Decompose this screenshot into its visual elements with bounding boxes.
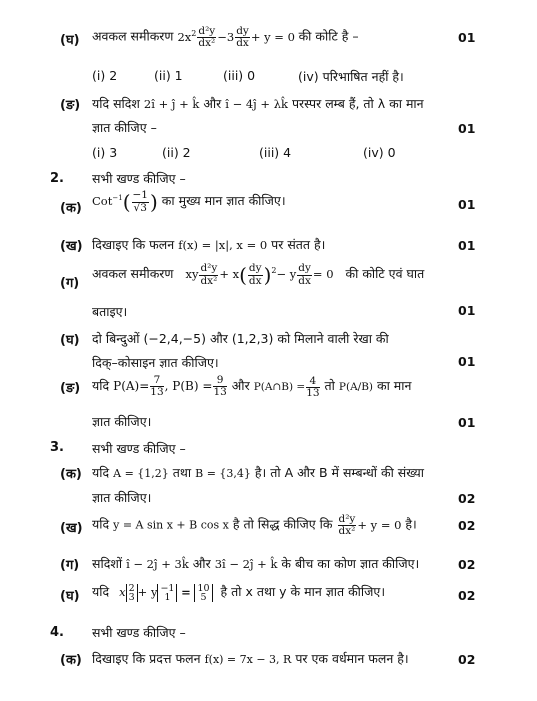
q4-ka-expr: f(x) = 7x − 3, R bbox=[204, 653, 292, 666]
q3-ka-tatha: तथा bbox=[172, 465, 192, 480]
marks: 02 bbox=[458, 557, 476, 572]
q3-gha-matrix1 bbox=[126, 584, 138, 602]
q3-kha-expr: y = A sin x + B cos x bbox=[113, 518, 229, 532]
q2-nga-pab-num: 4 bbox=[306, 376, 319, 388]
marks: 02 bbox=[458, 652, 476, 667]
q3-gha-label: (घ) bbox=[60, 589, 80, 604]
q2-ga-e1: xy bbox=[185, 267, 199, 281]
q2-ka-cot: Cot bbox=[92, 194, 113, 208]
q1-gha-frac1-num: d²y bbox=[198, 25, 216, 37]
marks: 01 bbox=[458, 238, 476, 253]
q2-gha-line1: दो बिन्दुओं (−2,4,−5) और (1,2,3) को मिलाने वाली रेखा की bbox=[92, 331, 389, 346]
q4-ka-text-b: पर एक वर्धमान फलन है। bbox=[295, 651, 409, 666]
q1-gha-term3: + y = 0 bbox=[250, 29, 295, 44]
q1-nga-option-3: (iii) 4 bbox=[259, 145, 292, 160]
q2-ga-e4: = 0 bbox=[312, 267, 334, 281]
q2-ka-frac-num: −1 bbox=[132, 189, 148, 202]
q3-gha-m2-top: −1 bbox=[160, 582, 175, 594]
q3-number: 3. bbox=[50, 440, 64, 455]
q2-ga-line2: बताइए। bbox=[92, 304, 128, 319]
q3-ka-set-b: B = {3,4} bbox=[195, 467, 251, 480]
q2-ga-e3: − y bbox=[276, 267, 297, 281]
open-paren: ( bbox=[122, 190, 131, 214]
q2-ka-question bbox=[92, 190, 286, 214]
q3-gha-yadi: यदि bbox=[92, 584, 110, 599]
q1-nga-vector2: î − 4ĵ + λk̂ bbox=[225, 97, 288, 111]
q2-ga-text-a: अवकल समीकरण bbox=[92, 266, 174, 281]
q2-nga-label: (ङ) bbox=[60, 381, 81, 396]
q3-gha-question bbox=[92, 583, 385, 602]
q2-nga-pb-num: 9 bbox=[213, 375, 226, 387]
q2-nga-pa: P(A)= bbox=[113, 379, 150, 394]
q1-gha-term1: 2x bbox=[177, 29, 192, 44]
q4-ka-question bbox=[92, 650, 409, 667]
q3-gha-m1-top: 2 bbox=[128, 582, 135, 594]
q3-ga-text-b: के बीच का कोण ज्ञात कीजिए। bbox=[281, 556, 420, 571]
q3-ga-text-a: सदिशों bbox=[92, 556, 123, 571]
q2-gha-line2: दिक्–कोसाइन ज्ञात कीजिए। bbox=[92, 355, 219, 370]
q3-kha-question bbox=[92, 514, 417, 537]
q1-gha-frac2 bbox=[235, 26, 250, 49]
q2-nga-pcond: P(A/B) bbox=[338, 381, 374, 394]
q2-number: 2. bbox=[50, 171, 64, 186]
q3-gha-matrix3 bbox=[194, 584, 212, 602]
q1-nga-option-4: (iv) 0 bbox=[363, 145, 396, 160]
q2-ga-f2-num: dy bbox=[248, 262, 262, 275]
q3-ga-label: (ग) bbox=[60, 558, 80, 573]
q2-nga-line2: ज्ञात कीजिए। bbox=[92, 414, 152, 429]
q3-kha-tail-expr: + y = 0 bbox=[357, 517, 402, 532]
q1-gha-option-3: (iii) 0 bbox=[223, 68, 256, 83]
q3-ka-question bbox=[92, 464, 424, 481]
q3-gha-eq: = bbox=[181, 585, 191, 599]
q2-ga-label: (ग) bbox=[60, 276, 80, 291]
marks: 02 bbox=[458, 518, 476, 533]
q2-gha-label: (घ) bbox=[60, 333, 80, 348]
q1-gha-text-post: की कोटि है – bbox=[298, 28, 359, 44]
q2-ka-frac-den: √3 bbox=[133, 201, 147, 214]
q2-kha-question bbox=[92, 236, 325, 253]
q3-gha-m2-bottom: 1 bbox=[164, 592, 171, 603]
q3-ka-line1b: है। तो A और B में सम्बन्धों की संख्या bbox=[254, 465, 425, 480]
q1-gha-math bbox=[177, 25, 298, 50]
q3-ga-vector1: î − 2ĵ + 3k̂ bbox=[126, 557, 189, 571]
q3-gha-text: है तो x तथा y के मान ज्ञात कीजिए। bbox=[220, 584, 386, 599]
q3-heading: सभी खण्ड कीजिए – bbox=[92, 441, 186, 456]
q3-ga-vector2: 3î − 2ĵ + k̂ bbox=[214, 557, 278, 571]
q1-gha-option-2: (ii) 1 bbox=[154, 68, 183, 83]
q2-ga-f3-den: dx bbox=[298, 274, 311, 287]
q2-nga-question bbox=[92, 375, 411, 399]
q3-ka-line2: ज्ञात कीजिए। bbox=[92, 490, 152, 505]
q3-gha-matrix2 bbox=[157, 584, 177, 602]
q3-kha-mid: है तो सिद्ध कीजिए कि bbox=[232, 516, 333, 532]
q2-nga-pb-den: 13 bbox=[213, 386, 227, 399]
q2-nga-aur: और bbox=[231, 378, 250, 394]
q2-kha-text-b: पर संतत है। bbox=[271, 237, 326, 252]
q2-ga-text-b: की कोटि एवं घात bbox=[345, 266, 425, 281]
marks: 01 bbox=[458, 354, 476, 369]
q1-gha-frac1 bbox=[197, 26, 216, 49]
q2-ga-f3-num: dy bbox=[298, 262, 311, 275]
q1-nga-text-c: परस्पर लम्ब हैं, तो λ का मान bbox=[291, 96, 424, 111]
q3-ga-aur: और bbox=[192, 556, 211, 571]
q1-nga-vector1: 2î + ĵ + k̂ bbox=[143, 97, 200, 111]
q3-kha-tail: है। bbox=[405, 516, 417, 532]
q1-gha-label: (घ) bbox=[60, 33, 80, 48]
q1-gha-term1-sup: 2 bbox=[191, 28, 197, 38]
q1-gha-option-1: (i) 2 bbox=[92, 68, 118, 83]
q2-ga-square: 2 bbox=[271, 266, 277, 276]
q3-ka-label: (क) bbox=[60, 467, 82, 482]
q2-kha-label: (ख) bbox=[60, 239, 83, 254]
q2-ga-question: अवकल समीकरण xy $\frac{\text{d²y}}{\text{dx²}}$ + x( $\frac{dy}{dx}$ )$^2$− y $\frac{dy}{dx}$ = 0 की कोटि एवं घात bbox=[92, 262, 425, 287]
q1-nga-option-1: (i) 3 bbox=[92, 145, 118, 160]
q2-ka-text: का मुख्य मान ज्ञात कीजिए। bbox=[161, 193, 286, 208]
q1-nga-text-b: और bbox=[203, 96, 222, 111]
q2-nga-pab: P(A∩B) = bbox=[253, 381, 306, 394]
q2-kha-expr: f(x) = |x|, x = 0 bbox=[178, 238, 268, 252]
q2-nga-pa-num: 7 bbox=[150, 375, 163, 387]
q1-gha-frac2-den: dx bbox=[236, 37, 249, 50]
q1-nga-label: (ङ) bbox=[60, 98, 81, 113]
q2-nga-yadi: यदि bbox=[92, 378, 110, 394]
q3-ga-question bbox=[92, 555, 419, 572]
q1-nga-question bbox=[92, 95, 424, 112]
q1-gha-question bbox=[92, 26, 359, 49]
q2-heading: सभी खण्ड कीजिए – bbox=[92, 171, 186, 186]
q4-heading: सभी खण्ड कीजिए – bbox=[92, 625, 186, 640]
q1-nga-text-a: यदि सदिश bbox=[92, 96, 140, 111]
q3-kha-frac-den: dx² bbox=[338, 525, 356, 538]
marks: 01 bbox=[458, 303, 476, 318]
marks: 01 bbox=[458, 121, 476, 136]
q3-ka-set-a: A = {1,2} bbox=[113, 467, 169, 480]
q1-gha-frac1-den: dx² bbox=[198, 37, 216, 50]
q1-gha-option-4: (iv) परिभाषित नहीं है। bbox=[298, 69, 404, 84]
q2-kha-text-a: दिखाइए कि फलन bbox=[92, 237, 175, 252]
marks: 02 bbox=[458, 491, 476, 506]
q3-kha-frac-num: d²y bbox=[338, 513, 356, 525]
q2-nga-pa-den: 13 bbox=[150, 386, 164, 399]
q1-nga-option-2: (ii) 2 bbox=[162, 145, 191, 160]
q3-ka-yadi: यदि bbox=[92, 465, 110, 480]
marks: 01 bbox=[458, 415, 476, 430]
q2-ka-cot-sup: −1 bbox=[112, 194, 123, 203]
q2-ka-frac bbox=[132, 190, 149, 213]
q1-gha-text-pre: अवकल समीकरण bbox=[92, 28, 174, 44]
q1-gha-frac2-num: dy bbox=[236, 25, 249, 37]
q2-ga-e2: + x bbox=[219, 267, 240, 281]
q4-ka-text-a: दिखाइए कि प्रदत्त फलन bbox=[92, 651, 201, 666]
close-paren: ) bbox=[149, 190, 158, 214]
q2-ga-f2-den: dx bbox=[248, 274, 262, 287]
q1-nga-line2: ज्ञात कीजिए – bbox=[92, 120, 157, 135]
marks: 02 bbox=[458, 588, 476, 603]
marks: 01 bbox=[458, 197, 476, 212]
marks: 01 bbox=[458, 30, 476, 45]
q3-gha-plus: + y bbox=[137, 585, 158, 599]
q3-gha-m1-bottom: 3 bbox=[128, 592, 135, 603]
q2-ka-label: (क) bbox=[60, 201, 82, 216]
q3-gha-m3-top: 10 bbox=[197, 582, 210, 594]
q3-kha-label: (ख) bbox=[60, 521, 83, 536]
q2-ga-f1-den: dx² bbox=[200, 274, 218, 287]
q2-ga-f1-num: d²y bbox=[200, 262, 218, 275]
q3-gha-x: x bbox=[119, 585, 126, 599]
q2-nga-pb: , P(B) = bbox=[164, 379, 213, 394]
q1-gha-term2: −3 bbox=[217, 29, 235, 44]
q3-gha-m3-bottom: 5 bbox=[200, 592, 207, 603]
q2-nga-pab-den: 13 bbox=[306, 386, 320, 399]
q4-number: 4. bbox=[50, 625, 64, 640]
q2-nga-to: तो bbox=[324, 378, 335, 394]
q2-nga-tail: का मान bbox=[377, 378, 412, 394]
q4-ka-label: (क) bbox=[60, 653, 82, 668]
q3-kha-yadi: यदि bbox=[92, 516, 110, 532]
